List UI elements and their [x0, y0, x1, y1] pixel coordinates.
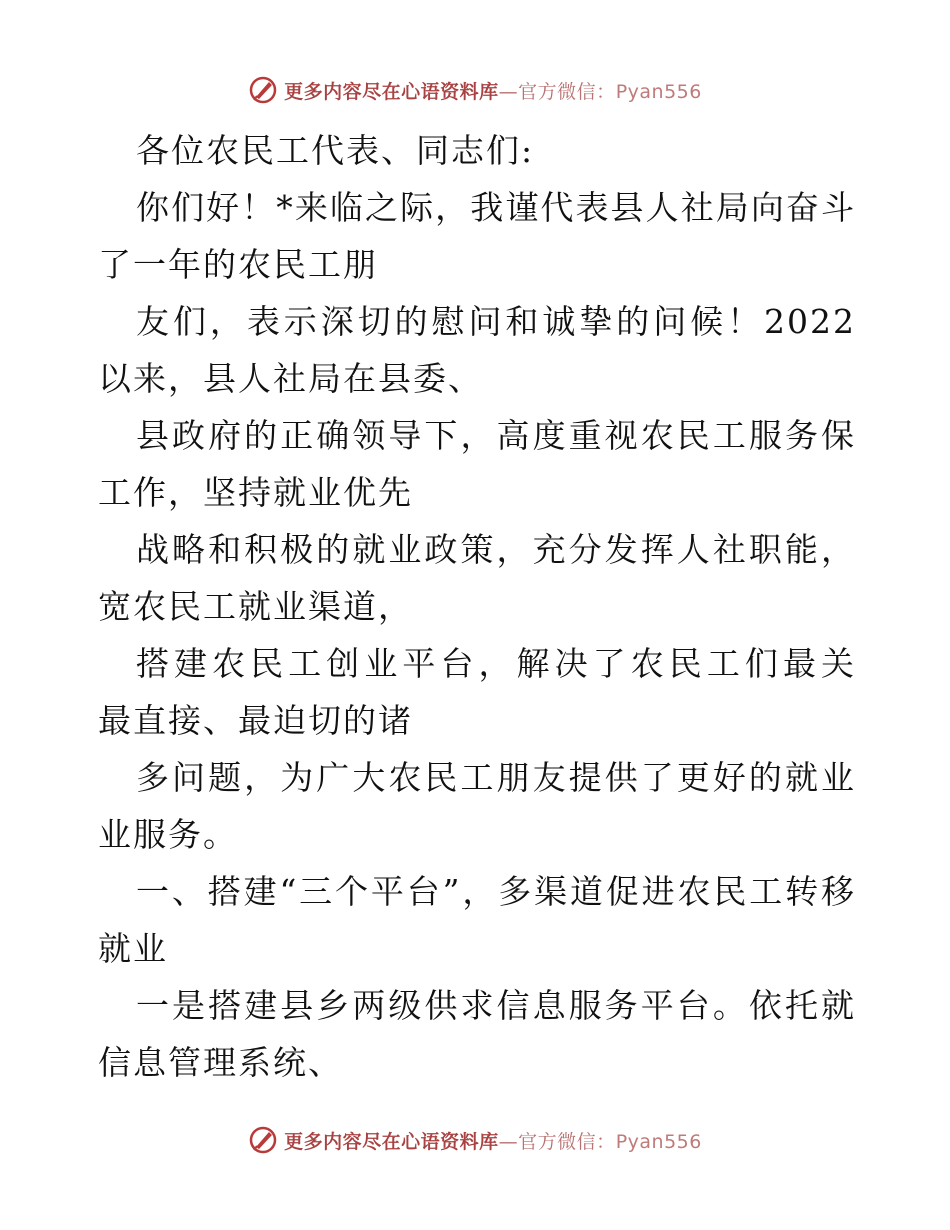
quill-pen-circle-logo-icon [248, 1125, 278, 1155]
text-line: 多问题，为广大农民工朋友提供了更好的就业 [136, 758, 856, 797]
text-line: 友们，表示深切的慰问和诚挚的问候！2022 [136, 302, 856, 341]
watermark-part3: —官方微信： [498, 80, 616, 103]
section-heading-line: 一、搭建“三个平台”，多渠道促进农民工转移 [136, 872, 856, 911]
watermark-part2: 心语资料库 [401, 80, 499, 103]
text-line: 搭建农民工创业平台，解决了农民工们最关 [136, 644, 856, 683]
text-line: 了一年的农民工朋 [98, 245, 378, 284]
watermark-part3: —官方微信： [498, 1130, 616, 1153]
watermark-part1: 更多内容尽在 [284, 80, 402, 103]
section-heading-line: 就业 [98, 929, 168, 968]
watermark-text [284, 77, 702, 104]
quill-pen-circle-logo-icon [248, 75, 278, 105]
document-body [98, 122, 856, 1091]
text-line: 最直接、最迫切的诸 [98, 701, 413, 740]
text-line: 战略和积极的就业政策，充分发挥人社职能， [136, 530, 856, 569]
text-line: 宽农民工就业渠道， [98, 587, 413, 626]
watermark-text [284, 1127, 702, 1154]
footer-watermark-banner [0, 1120, 950, 1160]
watermark-part4: Pyan556 [615, 1130, 702, 1153]
header-watermark-banner [0, 70, 950, 110]
text-line: 县政府的正确领导下，高度重视农民工服务保 [136, 416, 856, 455]
text-line: 业服务。 [98, 815, 238, 854]
text-line: 信息管理系统、 [98, 1043, 343, 1082]
text-line: 一是搭建县乡两级供求信息服务平台。依托就 [136, 986, 856, 1025]
watermark-part2: 心语资料库 [401, 1130, 499, 1153]
watermark-part1: 更多内容尽在 [284, 1130, 402, 1153]
text-line: 工作，坚持就业优先 [98, 473, 413, 512]
text-line: 各位农民工代表、同志们: [136, 131, 535, 170]
watermark-part4: Pyan556 [615, 80, 702, 103]
text-line: 你们好！*来临之际，我谨代表县人社局向奋斗 [136, 188, 856, 227]
text-line: 以来，县人社局在县委、 [98, 359, 483, 398]
